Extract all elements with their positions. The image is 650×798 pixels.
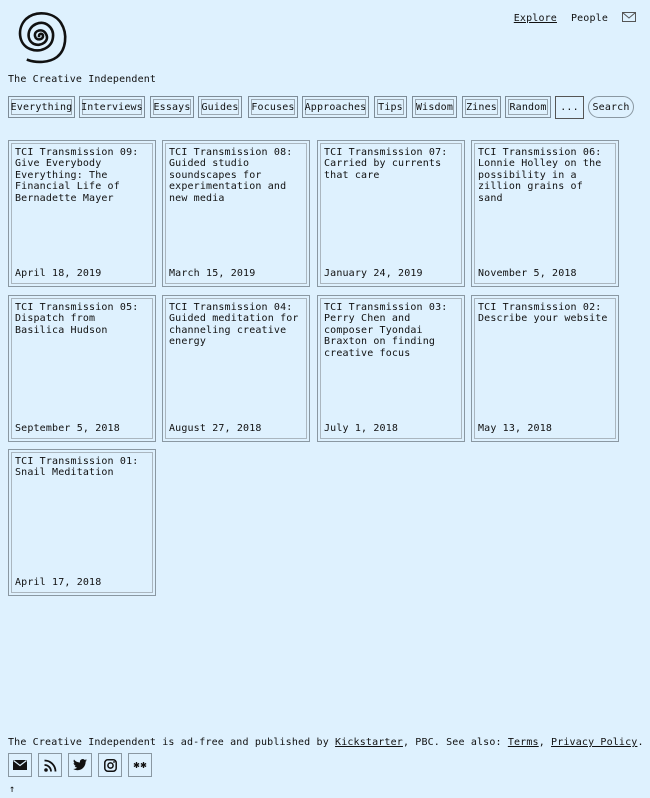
- card-date: April 17, 2018: [15, 577, 102, 588]
- filter-interviews[interactable]: Interviews: [79, 96, 145, 118]
- card-date: April 18, 2019: [15, 268, 102, 279]
- card-title: TCI Transmission 01: Snail Meditation: [15, 456, 139, 479]
- card-title: TCI Transmission 05: Dispatch from Basilica Hudson: [15, 302, 139, 336]
- card-title: TCI Transmission 03: Perry Chen and composer Tyondai Braxton on finding creative focus: [324, 302, 448, 359]
- card-date: July 1, 2018: [324, 423, 399, 434]
- article-card[interactable]: [471, 295, 619, 442]
- instagram-icon[interactable]: [98, 753, 122, 777]
- article-card[interactable]: [471, 140, 619, 287]
- footer-end: .: [637, 737, 644, 748]
- filter-essays[interactable]: Essays: [150, 96, 194, 118]
- kickstarter-link[interactable]: Kickstarter: [335, 737, 403, 748]
- card-date: September 5, 2018: [15, 423, 120, 434]
- filter-approaches[interactable]: Approaches: [302, 96, 369, 118]
- filter-tips[interactable]: Tips: [374, 96, 407, 118]
- filter-random[interactable]: Random: [505, 96, 551, 118]
- logo[interactable]: [8, 6, 72, 67]
- envelope-icon[interactable]: [622, 12, 636, 25]
- card-date: May 13, 2018: [478, 423, 553, 434]
- card-date: March 15, 2019: [169, 268, 256, 279]
- card-title: TCI Transmission 07: Carried by currents that care: [324, 147, 448, 181]
- filter-focuses[interactable]: Focuses: [248, 96, 298, 118]
- card-date: January 24, 2019: [324, 268, 423, 279]
- asterisk-icon[interactable]: [128, 753, 152, 777]
- filter-everything[interactable]: Everything: [8, 96, 75, 118]
- filter-wisdom[interactable]: Wisdom: [412, 96, 457, 118]
- article-card[interactable]: [162, 140, 310, 287]
- more-filters-button[interactable]: ...: [555, 96, 584, 119]
- card-date: August 27, 2018: [169, 423, 262, 434]
- filter-guides[interactable]: Guides: [198, 96, 242, 118]
- article-card[interactable]: [8, 140, 156, 287]
- footer-middle: , PBC. See also:: [402, 737, 508, 748]
- privacy-policy-link[interactable]: Privacy Policy: [551, 737, 638, 748]
- card-date: November 5, 2018: [478, 268, 577, 279]
- twitter-icon[interactable]: [68, 753, 92, 777]
- filter-zines[interactable]: Zines: [462, 96, 501, 118]
- rss-icon[interactable]: [38, 753, 62, 777]
- footer-prefix: The Creative Independent is ad-free and published by: [8, 737, 336, 748]
- article-card[interactable]: [317, 140, 465, 287]
- article-card[interactable]: [8, 449, 156, 596]
- spiral-logo-icon: [8, 6, 72, 64]
- email-icon[interactable]: [8, 753, 32, 777]
- card-title: TCI Transmission 08: Guided studio soundscapes for experimentation and new media: [169, 147, 293, 204]
- card-title: TCI Transmission 04: Guided meditation for channeling creative energy: [169, 302, 299, 348]
- footer-text: [8, 737, 644, 748]
- article-card[interactable]: [8, 295, 156, 442]
- search-button[interactable]: Search: [588, 96, 634, 118]
- article-card[interactable]: [317, 295, 465, 442]
- footer-comma: ,: [538, 737, 552, 748]
- back-to-top-link[interactable]: ↑: [9, 784, 16, 795]
- social-links: [8, 753, 158, 777]
- card-title: TCI Transmission 06: Lonnie Holley on the possibility in a zillion grains of sand: [478, 147, 602, 204]
- top-nav: [500, 12, 636, 25]
- card-title: TCI Transmission 02: Describe your website: [478, 302, 608, 325]
- card-title: TCI Transmission 09: Give Everybody Everything: The Financial Life of Bernadette Mayer: [15, 147, 139, 204]
- people-link[interactable]: People: [570, 13, 608, 24]
- explore-link[interactable]: Explore: [513, 13, 557, 24]
- site-name[interactable]: The Creative Independent: [8, 74, 157, 85]
- terms-link[interactable]: Terms: [507, 737, 539, 748]
- article-card[interactable]: [162, 295, 310, 442]
